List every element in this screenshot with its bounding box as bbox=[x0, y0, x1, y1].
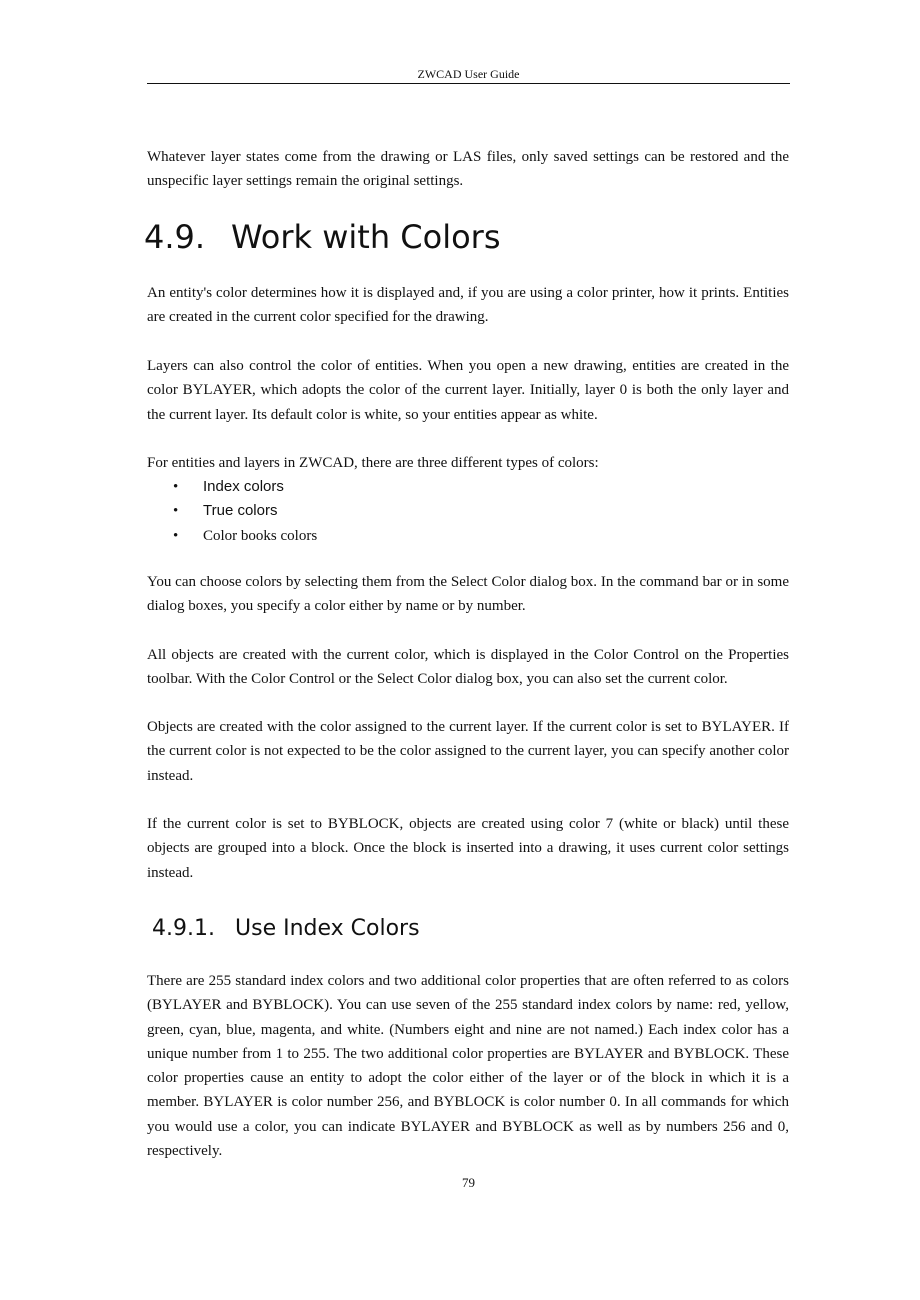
section-number: 4.9. bbox=[144, 218, 206, 256]
paragraph-select-color: You can choose colors by selecting them from the Select Color dialog box. In the command bar or in some dialog boxes, you specify a color either by name or by number. bbox=[147, 574, 789, 615]
bullet-icon: • bbox=[173, 479, 179, 495]
list-item: • True colors bbox=[147, 499, 317, 523]
bullet-icon: • bbox=[173, 527, 179, 544]
list-item: • Index colors bbox=[147, 475, 317, 499]
section-heading bbox=[144, 214, 500, 260]
list-item: • Color books colors bbox=[147, 524, 317, 548]
section-title: Work with Colors bbox=[231, 218, 501, 256]
paragraph-color-types: For entities and layers in ZWCAD, there are three different types of colors: bbox=[147, 455, 599, 471]
paragraph-entity-color: An entity's color determines how it is displayed and, if you are using a color printer, how it prints. Entities are created in the current color specified for the drawing. bbox=[147, 285, 789, 326]
paragraph-layers-color: Layers can also control the color of entities. When you open a new drawing, entities are created in the color BYLAYER, which adopts the color of the current layer. Initially, layer 0 is both the only layer and the current layer. Its default color is white, so your entities appear as white. bbox=[147, 358, 789, 423]
paragraph-current-color: All objects are created with the current color, which is displayed in the Color Control on the Properties toolbar. With the Color Control or the Select Color dialog box, you can also set the current color. bbox=[147, 647, 789, 688]
subsection-number: 4.9.1. bbox=[152, 916, 215, 941]
paragraph-bylayer: Objects are created with the color assigned to the current layer. If the current color is set to BYLAYER. If the current color is not expected to be the color assigned to the current layer, you can specify another color instead. bbox=[147, 719, 789, 784]
intro-paragraph: Whatever layer states come from the drawing or LAS files, only saved settings can be restored and the unspecific layer settings remain the original settings. bbox=[147, 149, 789, 190]
page-header: ZWCAD User Guide bbox=[147, 66, 790, 84]
paragraph-byblock: If the current color is set to BYBLOCK, objects are created using color 7 (white or black) until these objects are grouped into a block. Once the block is inserted into a drawing, it uses current color settings instead. bbox=[147, 816, 789, 881]
bullet-icon: • bbox=[173, 503, 179, 520]
paragraph-index-colors: There are 255 standard index colors and two additional color properties that are often referred to as colors (BYLAYER and BYBLOCK). You can use seven of the 255 standard index colors by name: red, yellow, green, cyan, blue, magenta, and white. (Numbers eight and nine are not named.) Each index color has a unique number from 1 to 255. The two additional color properties are BYLAYER and BYBLOCK. These color properties cause an entity to adopt the color either of the layer or of the block in which it is a member. BYLAYER is color number 256, and BYBLOCK is color number 0. In all commands for which you would use a color, you can indicate BYLAYER and BYBLOCK as well as by numbers 256 and 0, respectively. bbox=[147, 973, 789, 1160]
subsection-heading bbox=[152, 913, 420, 945]
subsection-title: Use Index Colors bbox=[235, 916, 420, 941]
page-number: 79 bbox=[462, 1175, 475, 1190]
color-types-list bbox=[147, 475, 317, 548]
